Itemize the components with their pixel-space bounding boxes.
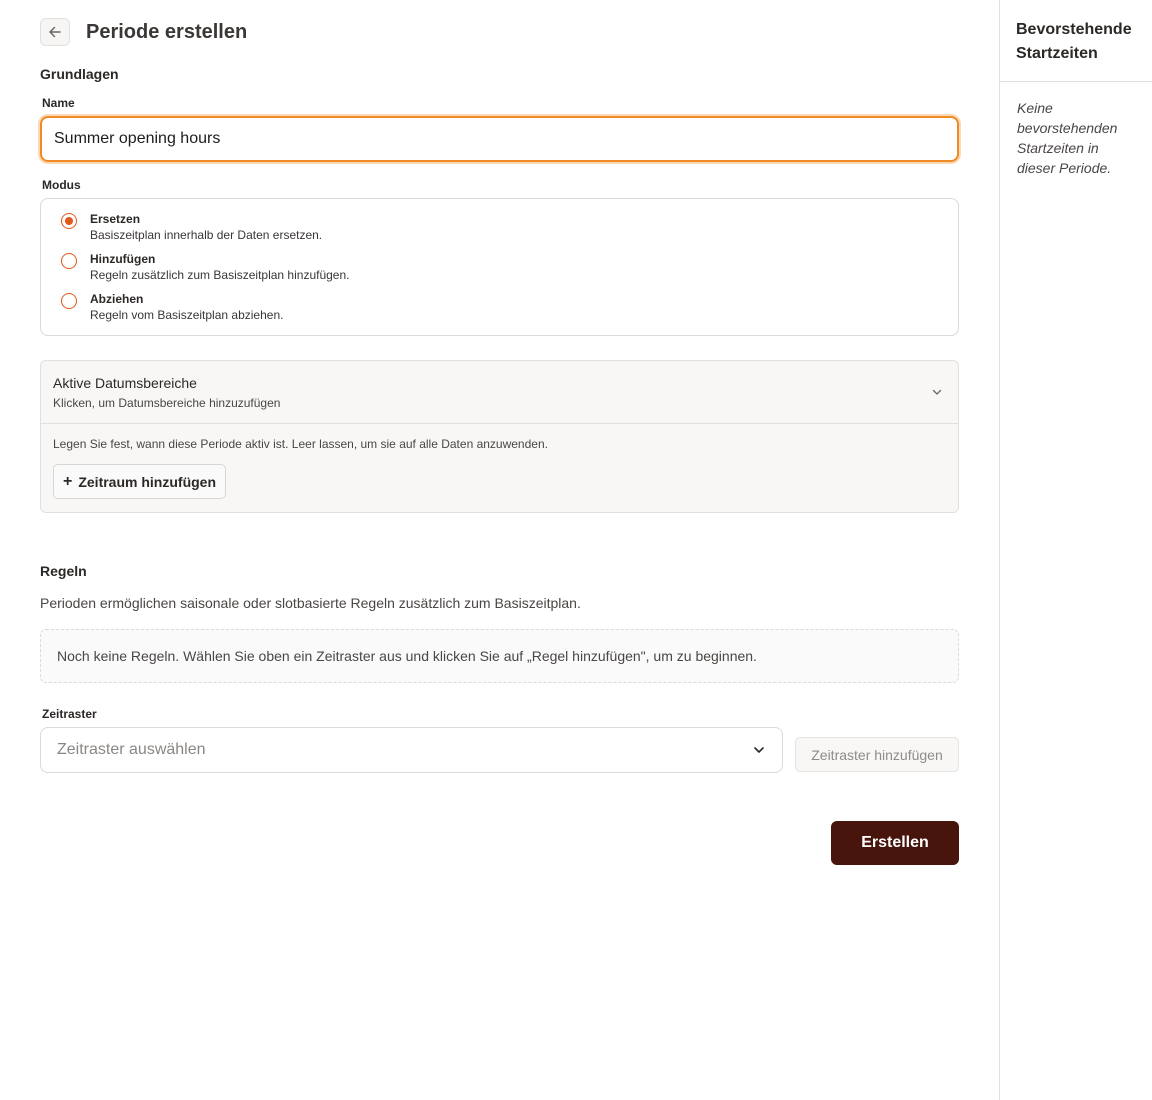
mode-option-label: Hinzufügen xyxy=(90,252,156,266)
name-input[interactable] xyxy=(40,116,959,162)
mode-option-label: Ersetzen xyxy=(90,212,141,226)
add-date-range-button[interactable] xyxy=(53,464,226,499)
page-header xyxy=(40,18,247,46)
mode-radio-group xyxy=(40,198,959,336)
plus-icon: + xyxy=(63,472,73,490)
upcoming-start-times-empty: Keine bevorstehenden Startzeiten in dieser Periode. xyxy=(1017,100,1118,176)
mode-option-replace[interactable] xyxy=(61,211,322,243)
mode-option-subtract[interactable] xyxy=(61,291,283,323)
radio-button[interactable] xyxy=(61,253,77,269)
mode-option-label: Abziehen xyxy=(90,292,144,306)
mode-label: Modus xyxy=(42,178,81,192)
mode-option-description: Regeln vom Basiszeitplan abziehen. xyxy=(90,308,284,322)
name-label: Name xyxy=(42,96,75,110)
create-button[interactable]: Erstellen xyxy=(831,821,959,865)
mode-option-add[interactable] xyxy=(61,251,349,283)
arrow-left-icon xyxy=(47,24,63,40)
time-grid-placeholder: Zeitraster auswählen xyxy=(57,741,206,758)
add-date-range-label: Zeitraum hinzufügen xyxy=(78,473,217,490)
add-time-grid-button[interactable]: Zeitraster hinzufügen xyxy=(795,737,959,772)
radio-button[interactable] xyxy=(61,293,77,309)
upcoming-start-times-title: Bevorstehende Startzeiten xyxy=(1016,21,1132,62)
time-grid-select[interactable] xyxy=(40,727,783,773)
mode-option-description: Regeln zusätzlich zum Basiszeitplan hinzufügen. xyxy=(90,268,350,282)
date-ranges-toggle[interactable] xyxy=(41,361,958,424)
date-ranges-hint: Legen Sie fest, wann diese Periode aktiv ist. Leer lassen, um sie auf alle Daten anzuwenden. xyxy=(53,437,548,451)
mode-option-description: Basiszeitplan innerhalb der Daten ersetzen. xyxy=(90,228,323,242)
rules-empty-state: Noch keine Regeln. Wählen Sie oben ein Zeitraster aus und klicken Sie auf „Regel hinzufügen", um zu beginnen. xyxy=(40,629,959,683)
back-button[interactable] xyxy=(40,18,70,46)
rules-description: Perioden ermöglichen saisonale oder slotbasierte Regeln zusätzlich zum Basiszeitplan. xyxy=(40,595,581,611)
basics-section-title: Grundlagen xyxy=(40,66,119,82)
chevron-down-icon xyxy=(930,385,944,399)
chevron-down-icon xyxy=(752,743,766,757)
upcoming-start-times-header xyxy=(1000,0,1152,82)
radio-button-checked[interactable] xyxy=(61,213,77,229)
date-ranges-panel xyxy=(40,360,959,513)
date-ranges-title: Aktive Datumsbereiche xyxy=(53,375,197,391)
date-ranges-subtitle: Klicken, um Datumsbereiche hinzuzufügen xyxy=(53,396,281,410)
page-title: Periode erstellen xyxy=(86,20,248,43)
rules-section-title: Regeln xyxy=(40,563,87,579)
upcoming-start-times-panel xyxy=(999,0,1152,1100)
time-grid-label: Zeitraster xyxy=(42,707,97,721)
